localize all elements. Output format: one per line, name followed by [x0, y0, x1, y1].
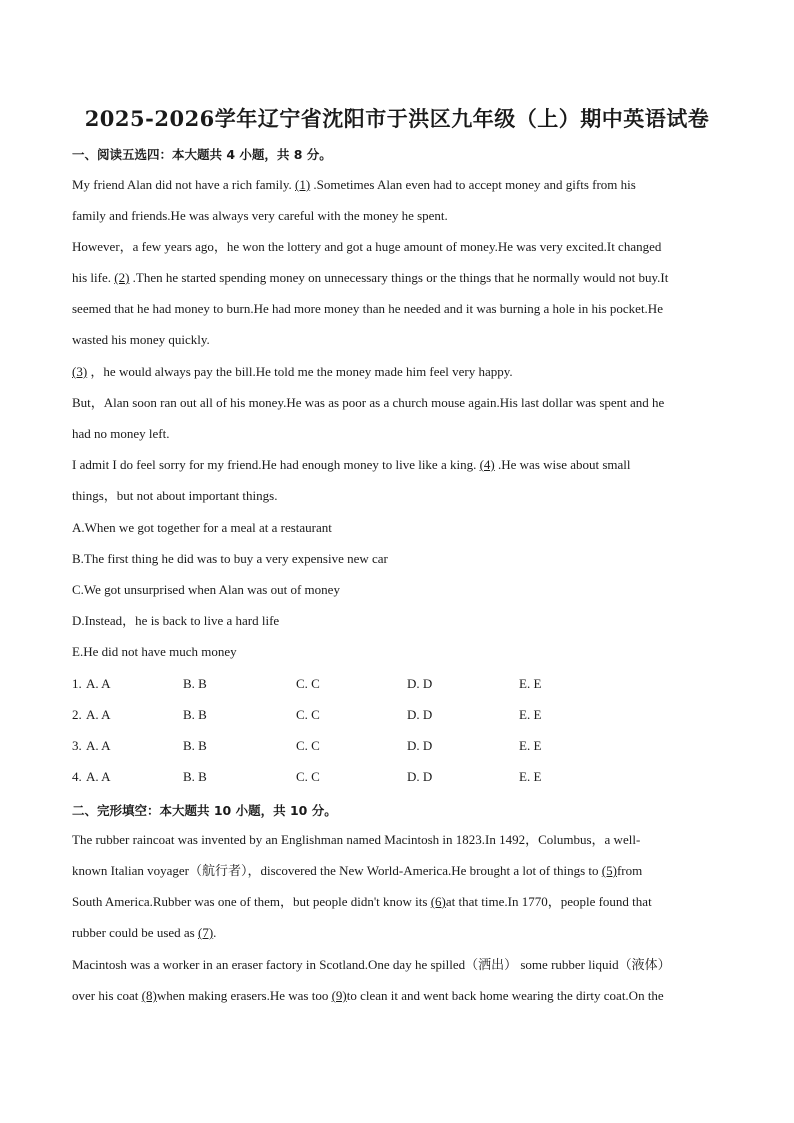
choice-e[interactable]: E. E — [519, 769, 542, 784]
blank-9[interactable]: (9) — [331, 988, 347, 1003]
choice-e[interactable]: E. E — [519, 738, 542, 753]
choice-a[interactable]: A. A — [86, 676, 111, 691]
choice-d[interactable]: D. D — [407, 769, 433, 784]
passage1-text: .He was wise about small — [494, 457, 631, 472]
choice-c[interactable]: C. C — [296, 769, 320, 784]
passage2-text: to clean it and went back home wearing the dirty coat.On the — [346, 988, 664, 1003]
choice-b[interactable]: B. B — [183, 676, 207, 691]
passage2-line-3 — [72, 894, 722, 910]
passage1-text: ，he would always pay the bill.He told me the money made him feel very happy. — [87, 364, 513, 379]
passage2-text: known Italian voyager（航行者），discovered the New World-America.He brought a lot of things to — [72, 863, 602, 878]
passage1-text: .Then he started spending money on unnecessary things or the things that he normally would not buy.It — [129, 270, 669, 285]
choice-b[interactable]: B. B — [183, 738, 207, 753]
passage2-text: when making erasers.He was too — [156, 988, 332, 1003]
section-heading-cloze: 二、完形填空：本大题共 10 小题，共 10 分。 — [72, 803, 337, 818]
passage1-text: his life. — [72, 270, 115, 285]
choice-d[interactable]: D. D — [407, 707, 433, 722]
option-c: C.We got unsurprised when Alan was out of money — [72, 582, 340, 597]
passage1-text: .Sometimes Alan even had to accept money and gifts from his — [310, 177, 636, 192]
choice-b[interactable]: B. B — [183, 769, 207, 784]
passage2-text: over his coat — [72, 988, 142, 1003]
blank-1[interactable]: (1) — [295, 177, 311, 192]
question-row-4 — [72, 769, 722, 785]
question-row-1 — [72, 676, 722, 692]
choice-a[interactable]: A. A — [86, 707, 111, 722]
question-number: 2. — [72, 707, 82, 722]
question-row-3 — [72, 738, 722, 754]
question-number: 3. — [72, 738, 82, 753]
blank-8[interactable]: (8) — [141, 988, 157, 1003]
passage1-line-11: things，but not about important things. — [72, 488, 278, 503]
choice-d[interactable]: D. D — [407, 738, 433, 753]
passage2-text: South America.Rubber was one of them，but people didn't know its — [72, 894, 431, 909]
passage2-line-5: Macintosh was a worker in an eraser factory in Scotland.One day he spilled（洒出） some rubber liquid（液体） — [72, 957, 671, 972]
passage2-line-1: The rubber raincoat was invented by an Englishman named Macintosh in 1823.In 1492，Columbus，a well- — [72, 832, 641, 847]
blank-5[interactable]: (5) — [601, 863, 617, 878]
passage1-line-8: But，Alan soon ran out all of his money.He was as poor as a church mouse again.His last dollar was spent and he — [72, 395, 665, 410]
passage1-text: I admit I do feel sorry for my friend.He had enough money to live like a king. — [72, 457, 480, 472]
choice-c[interactable]: C. C — [296, 707, 320, 722]
choice-a[interactable]: A. A — [86, 738, 111, 753]
option-b: B.The first thing he did was to buy a very expensive new car — [72, 551, 388, 566]
blank-3[interactable]: (3) — [72, 364, 88, 379]
choice-e[interactable]: E. E — [519, 676, 542, 691]
choice-b[interactable]: B. B — [183, 707, 207, 722]
choice-c[interactable]: C. C — [296, 738, 320, 753]
passage1-line-9: had no money left. — [72, 426, 170, 441]
passage2-line-2 — [72, 863, 722, 879]
passage1-line-3: However，a few years ago，he won the lottery and got a huge amount of money.He was very excited.It changed — [72, 239, 662, 254]
choice-c[interactable]: C. C — [296, 676, 320, 691]
question-number: 4. — [72, 769, 82, 784]
question-number: 1. — [72, 676, 82, 691]
option-a: A.When we got together for a meal at a restaurant — [72, 520, 332, 535]
choice-e[interactable]: E. E — [519, 707, 542, 722]
passage2-line-6 — [72, 988, 722, 1004]
passage1-line-2: family and friends.He was always very careful with the money he spent. — [72, 208, 448, 223]
passage2-line-4 — [72, 925, 722, 941]
passage2-text: from — [616, 863, 643, 878]
option-e: E.He did not have much money — [72, 644, 237, 659]
passage1-text: My friend Alan did not have a rich family. — [72, 177, 295, 192]
blank-4[interactable]: (4) — [479, 457, 495, 472]
choice-a[interactable]: A. A — [86, 769, 111, 784]
blank-2[interactable]: (2) — [114, 270, 130, 285]
passage1-line-10 — [72, 457, 722, 473]
passage1-line-5: seemed that he had money to burn.He had more money than he needed and it was burning a hole in his pocket.He — [72, 301, 663, 316]
passage2-text: at that time.In 1770，people found that — [445, 894, 652, 909]
passage1-line-4 — [72, 270, 722, 286]
passage1-line-1 — [72, 177, 722, 193]
passage2-text: . — [213, 925, 217, 940]
blank-6[interactable]: (6) — [430, 894, 446, 909]
section-heading-reading: 一、阅读五选四：本大题共 4 小题，共 8 分。 — [72, 147, 332, 162]
question-row-2 — [72, 707, 722, 723]
passage1-line-6: wasted his money quickly. — [72, 332, 210, 347]
passage2-text: rubber could be used as — [72, 925, 198, 940]
passage1-line-7 — [72, 364, 722, 380]
option-d: D.Instead，he is back to live a hard life — [72, 613, 280, 628]
choice-d[interactable]: D. D — [407, 676, 433, 691]
exam-title: 2025-2026学年辽宁省沈阳市于洪区九年级（上）期中英语试卷 — [84, 106, 710, 131]
blank-7[interactable]: (7) — [198, 925, 214, 940]
